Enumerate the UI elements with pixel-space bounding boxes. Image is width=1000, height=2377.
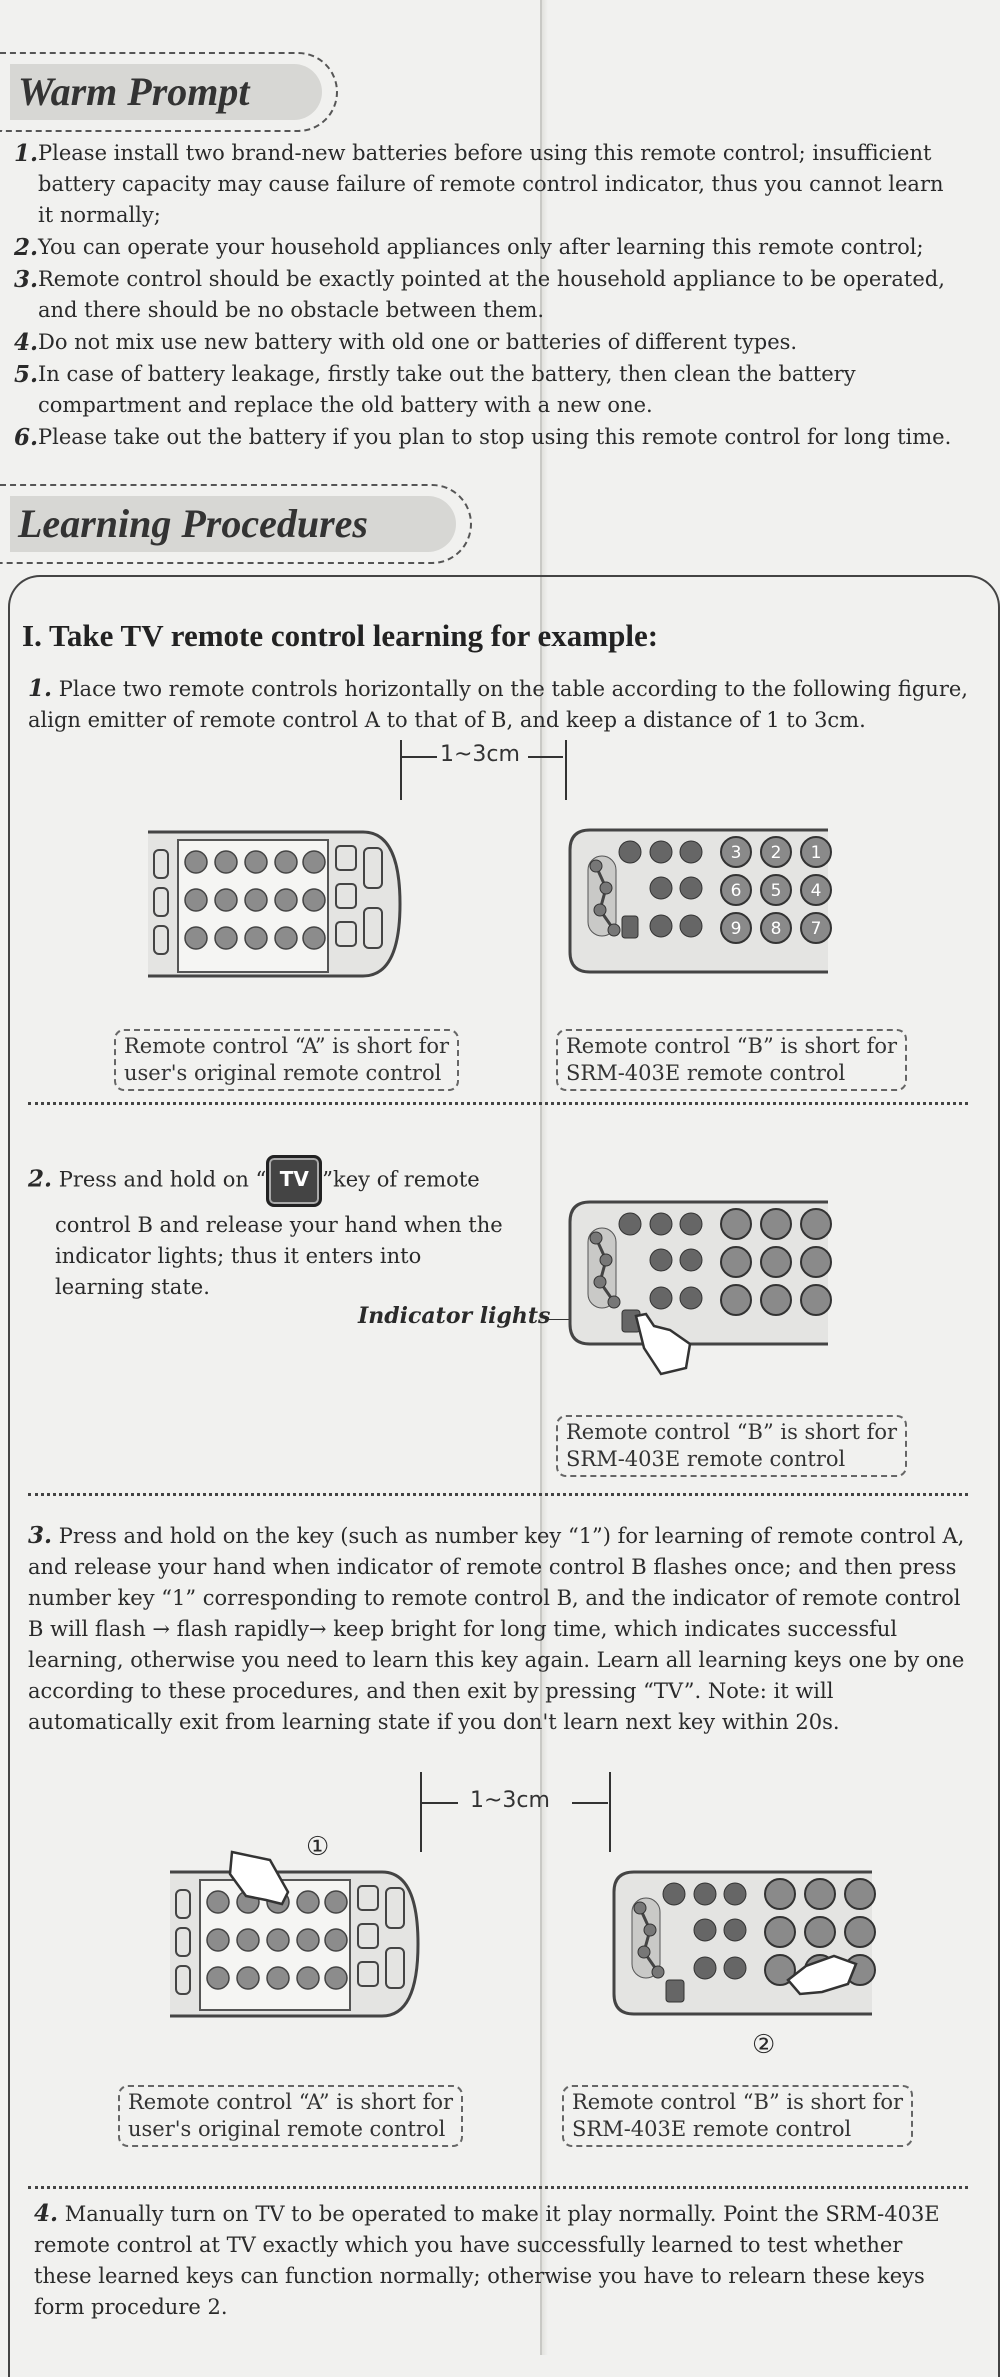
caption-remote-a: Remote control “A” is short for user's original remote control <box>114 1029 459 1091</box>
divider <box>28 1493 968 1496</box>
divider <box>28 1102 968 1105</box>
list-item: 5. In case of battery leakage, firstly take out the battery, then clean the battery compartment and replace the old battery with a new one. <box>14 361 856 417</box>
dim-line-right <box>572 1802 608 1804</box>
list-item: 6. Please take out the battery if you plan to stop using this remote control for long time. <box>14 424 952 451</box>
dim-line-right <box>528 756 563 758</box>
remote-a-figure <box>170 1868 426 2018</box>
step-2-rest: control B and release your hand when the indicator lights; thus it enters into learning state. <box>55 1213 503 1299</box>
step-marker-1: ① <box>306 1832 330 1862</box>
remote-b-digit: 3 <box>730 843 742 863</box>
remote-b-digit: 9 <box>730 919 742 939</box>
remote-b-digit: 8 <box>770 919 782 939</box>
remote-b-digit: 2 <box>770 843 782 863</box>
remote-b-figure <box>566 826 836 976</box>
dim-tick-right <box>565 740 567 800</box>
list-item: 2. You can operate your household appliances only after learning this remote control; <box>14 234 924 261</box>
remote-b-digit: 7 <box>810 919 822 939</box>
step-2: 2. Press and hold on “ TV ”key of remote <box>28 1155 508 1207</box>
dim-tick-left <box>420 1772 422 1852</box>
dim-line-left <box>402 756 437 758</box>
caption-remote-b: Remote control “B” is short for SRM-403E remote control <box>556 1029 907 1091</box>
warm-prompt-tab <box>0 52 338 132</box>
tv-key-icon: TV <box>266 1155 322 1207</box>
warm-prompt-list <box>14 138 954 454</box>
dim-line-left <box>422 1802 458 1804</box>
remote-a-figure <box>148 828 408 980</box>
list-item: 3. Remote control should be exactly pointed at the household appliance to be operated, and there should be no obstacle between them. <box>14 266 945 322</box>
learning-procedures-title: Learning Procedures <box>18 501 368 546</box>
divider <box>28 2186 968 2189</box>
learning-procedures-tab <box>0 484 472 564</box>
indicator-lights-label: Indicator lights <box>358 1303 551 1329</box>
caption-remote-b: Remote control “B” is short for SRM-403E remote control <box>562 2085 913 2147</box>
remote-b-digit: 4 <box>810 881 822 901</box>
caption-remote-b: Remote control “B” is short for SRM-403E remote control <box>556 1415 907 1477</box>
distance-label: 1~3cm <box>440 742 520 767</box>
dim-tick-right <box>609 1772 611 1852</box>
remote-b-figure <box>566 1198 836 1348</box>
step-3: 3. Press and hold on the key (such as number key “1”) for learning of remote control A, and release your hand when indicator of remote control B flashes once; and then press number key “1” corresponding to remote control B, and the indicator of remote control B will flash → flash rapidly→ keep bright for long time, which indicates successful learning, otherwise you need to learn this key again. Learn all learning keys one by one according to these procedures, and then exit by pressing “TV”. Note: it will automatically exit from learning state if you don't learn next key within 20s. <box>28 1522 965 1734</box>
section-heading: I. Take TV remote control learning for example: <box>22 618 659 653</box>
warm-prompt-title: Warm Prompt <box>18 69 250 114</box>
step-marker-2: ② <box>752 2030 776 2060</box>
step-4: 4. Manually turn on TV to be operated to make it play normally. Point the SRM-403E remote control at TV exactly which you have successfully learned to test whether these learned keys can function normally; otherwise you have to relearn these keys form procedure 2. <box>34 2200 940 2319</box>
caption-remote-a: Remote control “A” is short for user's original remote control <box>118 2085 463 2147</box>
remote-b-digit: 6 <box>730 881 742 901</box>
remote-b-digit: 5 <box>770 881 782 901</box>
remote-b-digit: 1 <box>810 843 822 863</box>
distance-label: 1~3cm <box>470 1788 550 1813</box>
remote-b-figure <box>610 1868 880 2018</box>
dim-tick-left <box>400 740 402 800</box>
list-item: 4. Do not mix use new battery with old one or batteries of different types. <box>14 329 798 356</box>
list-item: 1. Please install two brand-new batteries before using this remote control; insufficient battery capacity may cause failure of remote control indicator, thus you cannot learn it normally; <box>14 140 944 227</box>
step-1: 1. Place two remote controls horizontally on the table according to the following figure, align emitter of remote control A to that of B, and keep a distance of 1 to 3cm. <box>28 675 968 732</box>
